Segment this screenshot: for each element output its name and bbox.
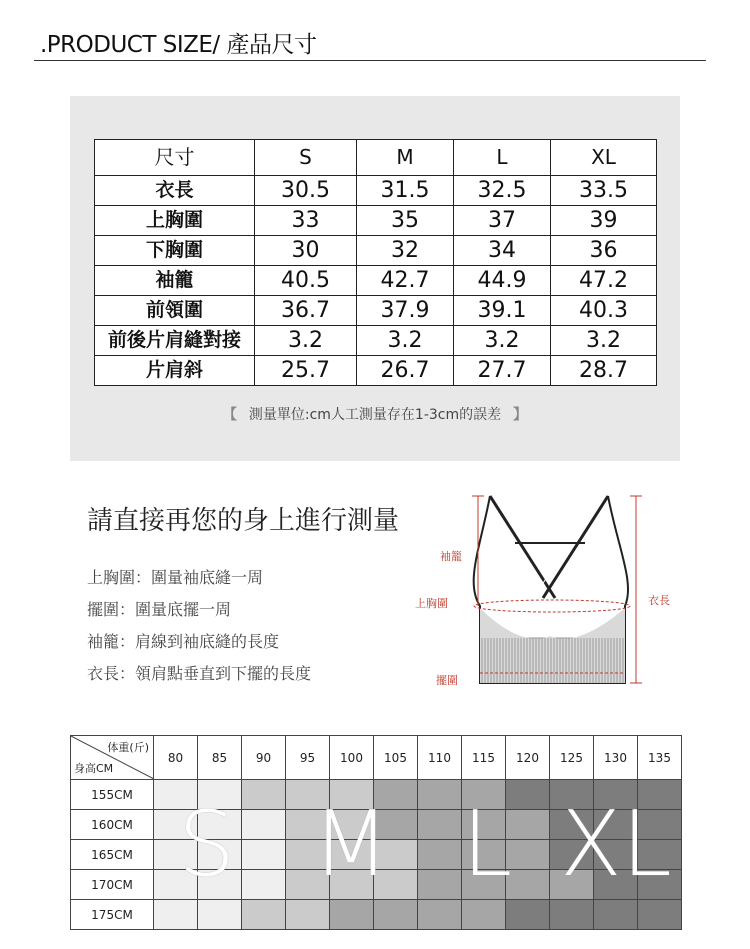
size-value-cell: 30.5 [255,176,357,206]
size-fit-cell [242,840,286,870]
size-fit-cell [154,900,198,930]
size-row-label: 前後片肩縫對接 [95,326,255,356]
note-bracket-open: 【 [222,407,237,423]
height-label-cell: 160CM [71,810,154,840]
weight-header-cell: 115 [462,736,506,780]
size-fit-cell [418,870,462,900]
height-axis-label: 身高CM [74,762,114,775]
size-value-cell: 25.7 [255,356,357,386]
size-value-cell: 3.2 [551,326,657,356]
weight-header-cell: 110 [418,736,462,780]
measure-heading: 請直接再您的身上進行測量 [87,506,400,536]
sleeve-label: 袖籠 [440,550,462,563]
size-fit-cell [550,900,594,930]
size-row [95,356,657,386]
size-value-cell: 3.2 [357,326,454,356]
size-value-cell: 37.9 [357,296,454,326]
size-zone-label: S [178,792,236,897]
size-value-cell: 27.7 [454,356,551,386]
size-value-cell: 33.5 [551,176,657,206]
size-row [95,266,657,296]
size-table [94,139,657,386]
size-value-cell: 3.2 [255,326,357,356]
weight-header-cell: 120 [506,736,550,780]
size-fit-cell [242,870,286,900]
weight-header-cell: 95 [286,736,330,780]
size-fit-cell [198,900,242,930]
size-value-cell: 31.5 [357,176,454,206]
note-bracket-close: 】 [513,407,528,423]
size-fit-cell [418,900,462,930]
size-fit-cell [418,780,462,810]
size-row [95,296,657,326]
size-value-cell: 32 [357,236,454,266]
size-value-cell: 44.9 [454,266,551,296]
weight-header-cell: 125 [550,736,594,780]
size-zone-label: M [312,792,390,897]
size-fit-cell [242,810,286,840]
hem-label: 擺圍 [436,674,458,687]
height-label-cell: 175CM [71,900,154,930]
weight-header-cell: 105 [374,736,418,780]
size-header-cell: S [255,140,357,176]
size-value-cell: 40.5 [255,266,357,296]
size-value-cell: 28.7 [551,356,657,386]
size-row [95,206,657,236]
measure-line: 袖籠：肩線到袖底縫的長度 [87,632,280,651]
measure-line: 衣長：領肩點垂直到下擺的長度 [87,664,312,683]
size-fit-cell [330,900,374,930]
size-value-cell: 39.1 [454,296,551,326]
sports-bra-illustration [420,488,690,688]
size-header-cell: L [454,140,551,176]
note-text: 測量單位:cm人工測量存在1-3cm的誤差 [248,407,502,423]
size-row [95,236,657,266]
size-value-cell: 42.7 [357,266,454,296]
size-fit-cell [594,900,638,930]
size-fit-cell [418,840,462,870]
size-row-label: 袖籠 [95,266,255,296]
size-fit-cell [462,900,506,930]
size-row-label: 上胸圍 [95,206,255,236]
height-label-cell: 165CM [71,840,154,870]
size-header-cell: M [357,140,454,176]
size-fit-cell [286,900,330,930]
size-value-cell: 36 [551,236,657,266]
size-row [95,326,657,356]
size-value-cell: 33 [255,206,357,236]
page-title: .PRODUCT SIZE/ 產品尺寸 [40,32,317,58]
weight-header-cell: 90 [242,736,286,780]
size-value-cell: 47.2 [551,266,657,296]
table-row [71,900,682,930]
size-zone-label: L [462,792,513,897]
title-divider [34,60,706,61]
length-label: 衣長 [648,594,670,607]
size-value-cell: 3.2 [454,326,551,356]
size-value-cell: 40.3 [551,296,657,326]
size-value-cell: 26.7 [357,356,454,386]
size-fit-cell [242,780,286,810]
size-value-cell: 32.5 [454,176,551,206]
size-row-label: 下胸圍 [95,236,255,266]
size-row-label: 前領圍 [95,296,255,326]
measure-line: 上胸圍：圍量袖底縫一周 [87,568,264,587]
size-header-label: 尺寸 [95,140,255,176]
size-value-cell: 39 [551,206,657,236]
size-fit-cell [638,900,682,930]
height-label-cell: 155CM [71,780,154,810]
table-corner [71,736,154,780]
weight-axis-label: 体重(斤) [107,741,149,754]
size-fit-cell [374,900,418,930]
size-value-cell: 35 [357,206,454,236]
size-value-cell: 34 [454,236,551,266]
chest-label: 上胸圍 [415,597,448,610]
size-value-cell: 37 [454,206,551,236]
size-row [95,176,657,206]
weight-header-cell: 130 [594,736,638,780]
measure-note [70,404,680,424]
height-label-cell: 170CM [71,870,154,900]
size-row-label: 衣長 [95,176,255,206]
size-header-cell: XL [551,140,657,176]
size-value-cell: 30 [255,236,357,266]
size-fit-cell [418,810,462,840]
garment-diagram [415,488,690,688]
size-value-cell: 36.7 [255,296,357,326]
size-fit-cell [242,900,286,930]
size-zone-label: XL [560,792,672,897]
weight-header-cell: 100 [330,736,374,780]
weight-header-cell: 135 [638,736,682,780]
weight-header-cell: 80 [154,736,198,780]
weight-header-cell: 85 [198,736,242,780]
measure-line: 擺圍：圍量底擺一周 [87,600,232,619]
size-row-label: 片肩斜 [95,356,255,386]
size-fit-cell [506,900,550,930]
